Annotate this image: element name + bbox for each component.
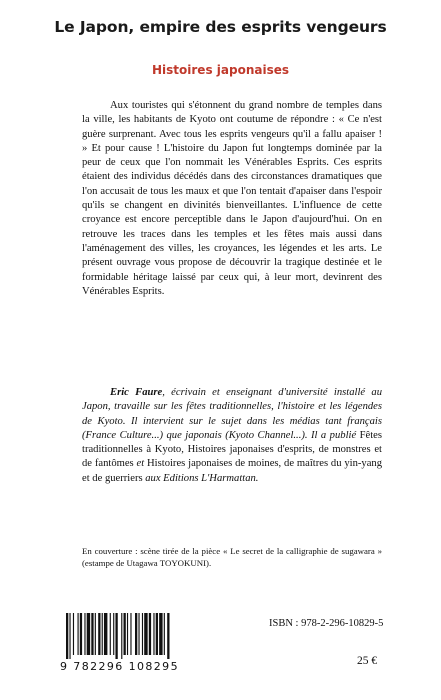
barcode-bar bbox=[167, 613, 169, 659]
barcode-bar bbox=[80, 613, 82, 655]
barcode-bar bbox=[91, 613, 93, 655]
barcode-bar bbox=[135, 613, 137, 655]
author-bio-outro: aux Editions L'Harmattan. bbox=[142, 472, 259, 484]
barcode-bar bbox=[156, 613, 158, 655]
barcode-bar bbox=[87, 613, 90, 655]
summary-text: Aux touristes qui s'étonnent du grand nombre de temples dans la ville, les habitants de Kyoto ont coutume de répondre : « Ce n'est guère surprenant. Avec tous les esprits vengeurs qu'il a fallu apaiser ! » Et pour cause ! L'histoire du Japon fut longtemps dominée par la peur de ceux que l'on nommait les Vénérables Esprits. Ces esprits étaient des individus décédés dans des circonstances dramatiques que l'on accusait de tous les maux et que l'on tentait d'apaiser dans l'espoir qu'ils se changent en divinités bienveillantes. L'influence de cette croyance est encore perceptible dans le Japon d'aujourd'hui. On en retrouve les traces dans les temples et les fêtes mais aussi dans l'aménagement des villes, les croyances, les légendes et les arts. Le présent ouvrage vous propose de découvrir la tragique destinée et le formidable héritage laissé par ceux qui, à leur mort, devinrent des Vénérables Esprits. bbox=[82, 100, 382, 297]
book-title-1: Fêtes traditionnelles à Kyoto bbox=[82, 429, 382, 456]
barcode-bar bbox=[144, 613, 147, 655]
book-subtitle: Histoires japonaises bbox=[152, 63, 289, 77]
barcode-bar bbox=[95, 613, 96, 655]
barcode-bar bbox=[98, 613, 100, 655]
barcode-bar bbox=[159, 613, 162, 655]
barcode-bar bbox=[104, 613, 107, 655]
barcode-bar bbox=[138, 613, 139, 655]
price: 25 € bbox=[357, 655, 378, 667]
author-bio bbox=[82, 386, 382, 486]
barcode-number: 9 782296 108295 bbox=[60, 660, 179, 673]
barcode-bar bbox=[84, 613, 85, 655]
isbn: ISBN : 978-2-296-10829-5 bbox=[269, 618, 384, 629]
barcode-bar bbox=[164, 613, 165, 655]
barcode-bar bbox=[153, 613, 154, 655]
barcode-bar bbox=[110, 613, 111, 655]
author-bio-sep-2: et bbox=[133, 458, 148, 470]
author-bio-intro: , écrivain et enseignant d'université installé au Japon, travaille sur les fêtes traditionnelles, l'histoire et les légendes de Kyoto. Il intervient sur le sujet dans les médias tant français (France Culture...) que japonais (Kyoto Channel...). Il a publié bbox=[82, 387, 383, 441]
author-name: Eric Faure bbox=[110, 387, 163, 398]
barcode-bars bbox=[60, 613, 210, 659]
barcode-bar bbox=[66, 613, 68, 659]
barcode-bar bbox=[127, 613, 128, 655]
book-title-2: Histoires japonaises d'esprits, de monstres et de fantômes bbox=[82, 444, 382, 470]
author-bio-sep-1: , bbox=[181, 444, 188, 456]
barcode-bar bbox=[115, 613, 117, 659]
barcode-bar bbox=[130, 613, 131, 655]
summary-paragraph bbox=[82, 99, 382, 299]
book-title: Le Japon, empire des esprits vengeurs bbox=[54, 18, 387, 36]
barcode-bar bbox=[124, 613, 126, 655]
barcode-bar bbox=[113, 613, 114, 655]
barcode-bar bbox=[69, 613, 70, 659]
barcode-bar bbox=[142, 613, 143, 655]
barcode-bar bbox=[149, 613, 151, 655]
barcode-bar bbox=[78, 613, 79, 655]
barcode-bar bbox=[121, 613, 122, 659]
barcode-bar bbox=[102, 613, 103, 655]
cover-credit: En couverture : scène tirée de la pièce « Le secret de la calligraphie de sugawara » (estampe de Utagawa TOYOKUNI). bbox=[82, 546, 382, 568]
barcode-bar bbox=[73, 613, 74, 655]
book-title-3: Histoires japonaises de moines, de maîtres du yin-yang et de guerriers bbox=[82, 458, 382, 484]
